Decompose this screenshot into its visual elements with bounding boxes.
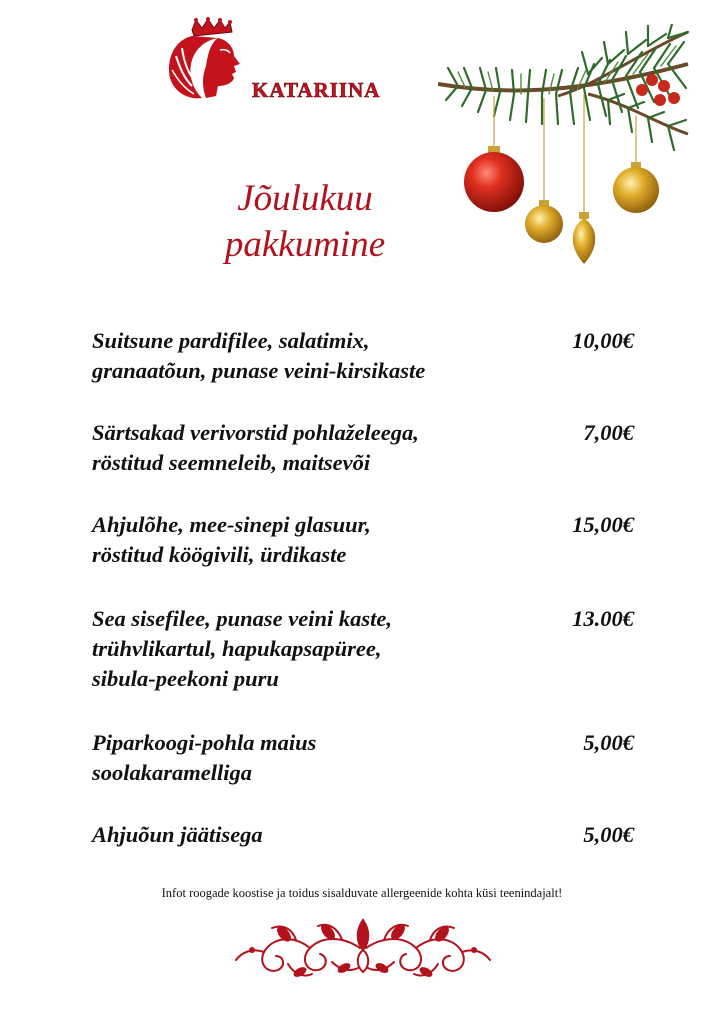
- brand-name: KATARIINA: [252, 78, 381, 102]
- menu-item-line: Sea sisefilee, punase veini kaste,: [92, 606, 392, 631]
- menu-item-description: [92, 728, 532, 788]
- menu-item: [92, 604, 634, 694]
- menu-item-line: sibula-peekoni puru: [92, 666, 279, 691]
- title-line-1: Jõulukuu: [237, 178, 373, 219]
- menu-item-line: Ahjuõun jäätisega: [92, 822, 263, 847]
- menu-item-price: 7,00€: [583, 420, 634, 445]
- menu-item: [92, 820, 634, 850]
- menu-item-line: Särtsakad verivorstid pohlaželeega,: [92, 420, 419, 445]
- menu-item-line: granaatõun, punase veini-kirsikaste: [92, 358, 426, 383]
- menu-item-price: 5,00€: [583, 730, 634, 755]
- allergen-note: Infot roogade koostise ja toidus sisalduvate allergeenide kohta küsi teenindajalt!: [161, 886, 563, 900]
- menu-item-line: röstitud köögivili, ürdikaste: [92, 542, 347, 567]
- menu-item-line: soolakaramelliga: [92, 760, 253, 785]
- menu-item-price: 13.00€: [572, 606, 634, 631]
- page-title: [150, 176, 460, 268]
- menu-item: [92, 326, 634, 386]
- menu-item-line: Ahjulõhe, mee-sinepi glasuur,: [92, 512, 371, 537]
- menu-item-price: 5,00€: [583, 822, 634, 847]
- menu-item-description: [92, 326, 532, 386]
- fir-branch-with-baubles-icon: [438, 24, 702, 274]
- menu-item-price: 10,00€: [572, 328, 634, 353]
- title-line-2: pakkumine: [224, 224, 386, 265]
- menu-item-description: [92, 604, 532, 694]
- brand-logo: [162, 16, 406, 108]
- menu-item: [92, 728, 634, 788]
- menu-item: [92, 418, 634, 478]
- menu-item-line: trühvlikartul, hapukapsapüree,: [92, 636, 382, 661]
- menu-item-line: röstitud seemneleib, maitsevõi: [92, 450, 371, 475]
- crowned-queen-profile-icon: [162, 16, 252, 106]
- menu-item-description: [92, 418, 532, 478]
- menu-item-line: Suitsune pardifilee, salatimix,: [92, 328, 370, 353]
- menu-item-description: [92, 510, 532, 570]
- red-flourish-ornament-icon: [232, 912, 494, 984]
- menu-item-price: 15,00€: [572, 512, 634, 537]
- menu-item: [92, 510, 634, 570]
- menu-item-description: [92, 820, 532, 850]
- menu-item-line: Piparkoogi-pohla maius: [92, 730, 317, 755]
